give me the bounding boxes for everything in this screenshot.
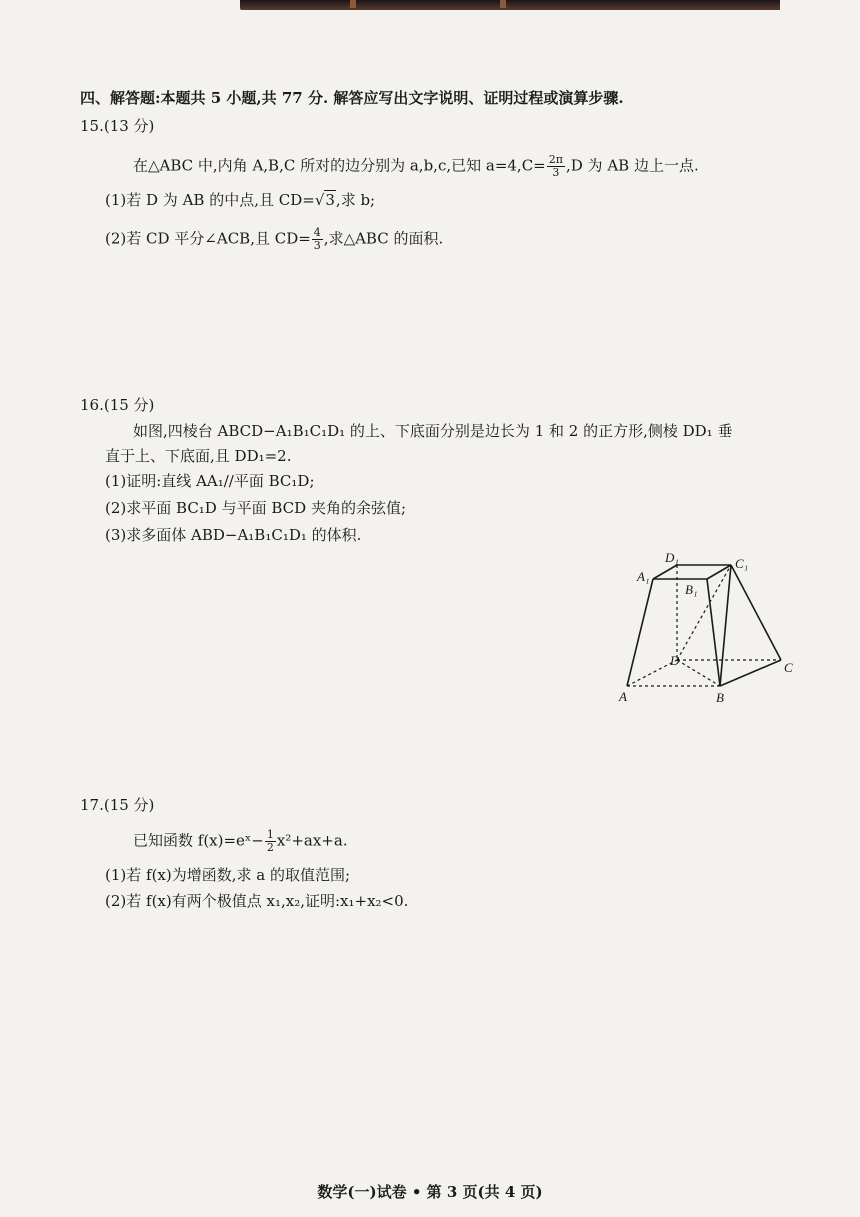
band-mark — [500, 0, 506, 8]
q15-part1-b: ,求 b; — [335, 191, 376, 209]
frac-denominator: 3 — [313, 239, 321, 252]
q15-stem-part-a: 在△ABC 中,内角 A,B,C 所对的边分别为 a,b,c,已知 a=4,C= — [133, 156, 546, 175]
q15-part1-a: (1)若 D 为 AB 的中点,且 CD= — [105, 191, 315, 209]
q16-part3: (3)求多面体 ABD−A₁B₁C₁D₁ 的体积. — [105, 526, 362, 544]
edge-BC1 — [720, 565, 731, 686]
q15-part2-b: ,求△ABC 的面积. — [323, 229, 444, 248]
q15-part2-a: (2)若 CD 平分∠ACB,且 CD= — [105, 229, 311, 248]
q15-part2-fraction — [312, 227, 323, 252]
label-C1: C₁ — [735, 556, 749, 571]
frac-numerator: 4 — [313, 226, 321, 239]
q17-stem — [133, 829, 348, 854]
q17-stem-fraction — [265, 829, 276, 854]
q16-part1: (1)证明:直线 AA₁//平面 BC₁D; — [105, 472, 315, 490]
frac-numerator: 2π — [548, 153, 563, 166]
q15-stem-fraction — [547, 154, 565, 179]
frac-denominator: 2 — [266, 841, 274, 854]
edge-CC1 — [731, 565, 781, 660]
edge-BC — [720, 660, 781, 686]
q15-stem-part-b: ,D 为 AB 边上一点. — [565, 156, 699, 175]
section-header: 四、解答题:本题共 5 小题,共 77 分. 解答应写出文字说明、证明过程或演算步骤. — [80, 89, 624, 107]
q15-part2 — [105, 227, 443, 252]
sqrt-radicand: 3 — [325, 191, 335, 209]
sqrt-symbol: √ — [314, 191, 325, 209]
page-footer: 数学(一)试卷 • 第 3 页(共 4 页) — [317, 1183, 543, 1201]
frac-numerator: 1 — [266, 828, 274, 841]
q15-number: 15.(13 分) — [80, 117, 155, 135]
q17-stem-a: 已知函数 f(x)=eˣ− — [133, 831, 264, 850]
edge-AA1 — [627, 579, 653, 686]
q17-stem-b: x²+ax+a. — [276, 831, 348, 850]
label-D1: D₁ — [665, 550, 679, 565]
q16-stem-line1: 如图,四棱台 ABCD−A₁B₁C₁D₁ 的上、下底面分别是边长为 1 和 2 的正方形,侧棱 DD₁ 垂 — [133, 422, 733, 440]
label-C: C — [784, 660, 793, 675]
top-binding-band — [240, 0, 780, 10]
label-B: B — [716, 690, 724, 705]
frustum-figure — [615, 548, 805, 708]
band-mark — [350, 0, 356, 8]
label-A: A — [619, 689, 627, 704]
label-B1: B₁ — [685, 582, 698, 597]
q16-number: 16.(15 分) — [80, 396, 155, 414]
q17-number: 17.(15 分) — [80, 796, 155, 814]
frac-denominator: 3 — [552, 166, 560, 179]
label-A1: A₁ — [637, 569, 650, 584]
label-D: D — [670, 653, 680, 668]
q16-stem-line2: 直于上、下底面,且 DD₁=2. — [105, 447, 292, 465]
edge-C1B1 — [707, 565, 731, 579]
q16-part2: (2)求平面 BC₁D 与平面 BCD 夹角的余弦值; — [105, 499, 406, 517]
q17-part2: (2)若 f(x)有两个极值点 x₁,x₂,证明:x₁+x₂<0. — [105, 892, 409, 910]
q15-part1 — [105, 190, 375, 210]
edge-DB — [677, 660, 720, 686]
q15-stem — [133, 154, 699, 179]
edge-A1D1 — [653, 565, 677, 579]
q17-part1: (1)若 f(x)为增函数,求 a 的取值范围; — [105, 866, 351, 884]
